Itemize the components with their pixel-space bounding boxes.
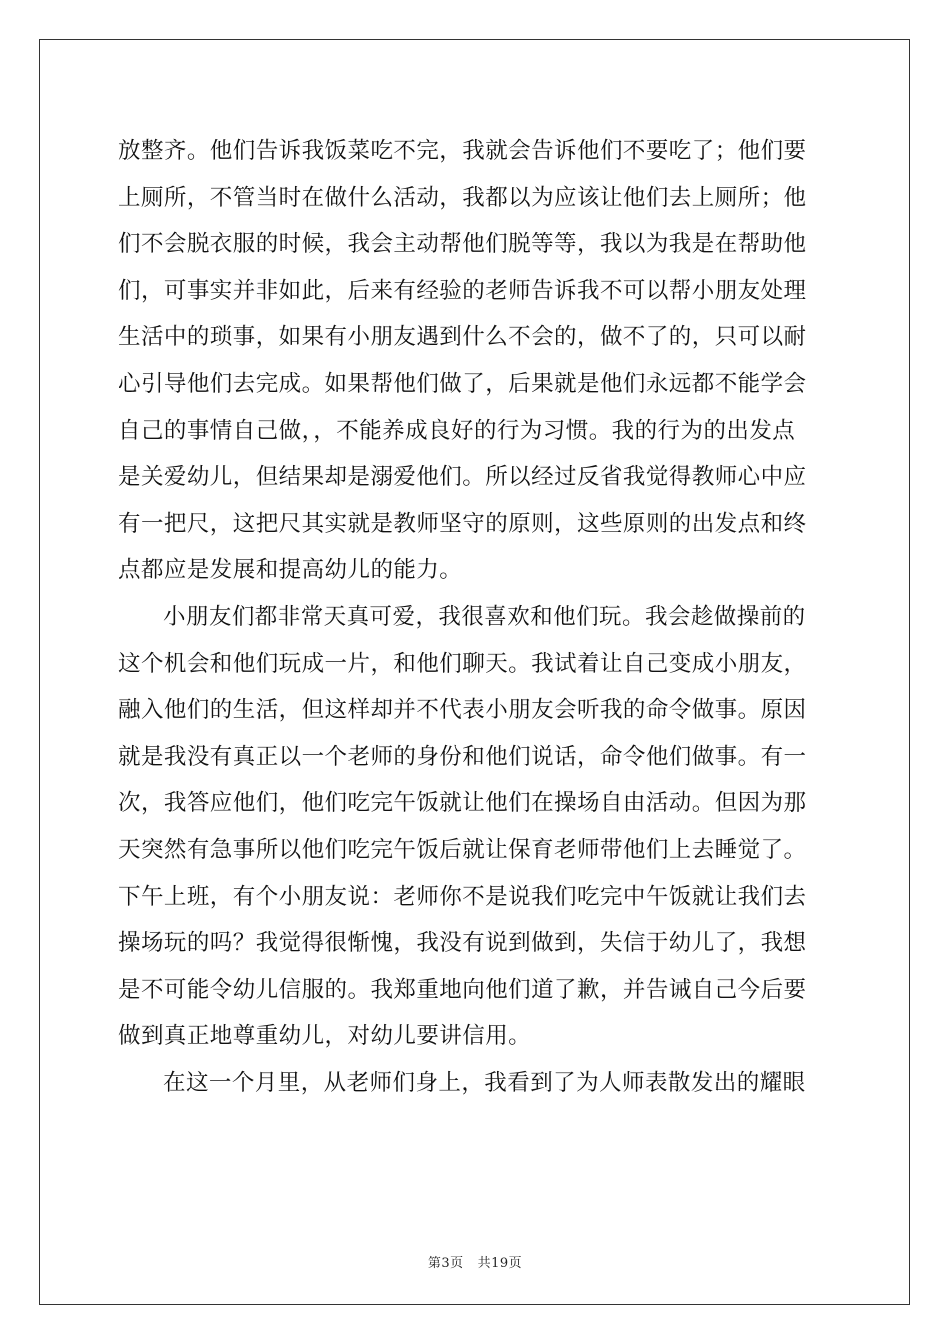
- text-line: 点都应是发展和提高幼儿的能力。: [118, 557, 463, 584]
- text-line: 生活中的琐事，如果有小朋友遇到什么不会的，做不了的，只可以耐: [118, 324, 807, 351]
- text-line: 上厕所，不管当时在做什么活动，我都以为应该让他们去上厕所；他: [118, 184, 807, 211]
- total-pages: 共19页: [477, 1256, 523, 1271]
- text-line: 有一把尺，这把尺其实就是教师坚守的原则，这些原则的出发点和终: [118, 510, 807, 537]
- document-body: [118, 128, 834, 1106]
- page-footer: [0, 1252, 950, 1271]
- text-line: 们不会脱衣服的时候，我会主动帮他们脱等等，我以为我是在帮助他: [118, 231, 807, 258]
- text-line: 下午上班，有个小朋友说：老师你不是说我们吃完中午饭就让我们去: [118, 883, 807, 910]
- text-line: 做到真正地尊重幼儿，对幼儿要讲信用。: [118, 1023, 532, 1050]
- paragraph-start-line: 在这一个月里，从老师们身上，我看到了为人师表散发出的耀眼: [163, 1069, 806, 1096]
- text-line: 次，我答应他们，他们吃完午饭就让他们在操场自由活动。但因为那: [118, 790, 807, 817]
- text-line: 是关爱幼儿，但结果却是溺爱他们。所以经过反省我觉得教师心中应: [118, 464, 807, 491]
- text-line: 就是我没有真正以一个老师的身份和他们说话，命令他们做事。有一: [118, 743, 807, 770]
- text-line: 们，可事实并非如此，后来有经验的老师告诉我不可以帮小朋友处理: [118, 277, 807, 304]
- text-line: 自己的事情自己做，，不能养成良好的行为习惯。我的行为的出发点: [118, 417, 796, 444]
- text-line: 融入他们的生活，但这样却并不代表小朋友会听我的命令做事。原因: [118, 697, 807, 724]
- text-line: 这个机会和他们玩成一片，和他们聊天。我试着让自己变成小朋友，: [118, 650, 807, 677]
- page-number: 第3页: [427, 1256, 464, 1271]
- text-line: 天突然有急事所以他们吃完午饭后就让保育老师带他们上去睡觉了。: [118, 836, 807, 863]
- text-line: 心引导他们去完成。如果帮他们做了，后果就是他们永远都不能学会: [118, 370, 807, 397]
- text-line: 操场玩的吗？我觉得很惭愧，我没有说到做到，失信于幼儿了，我想: [118, 930, 807, 957]
- text-line: 放整齐。他们告诉我饭菜吃不完，我就会告诉他们不要吃了；他们要: [118, 138, 807, 164]
- text-line: 是不可能令幼儿信服的。我郑重地向他们道了歉，并告诫自己今后要: [118, 976, 807, 1003]
- paragraph-start-line: 小朋友们都非常天真可爱，我很喜欢和他们玩。我会趁做操前的: [163, 603, 806, 630]
